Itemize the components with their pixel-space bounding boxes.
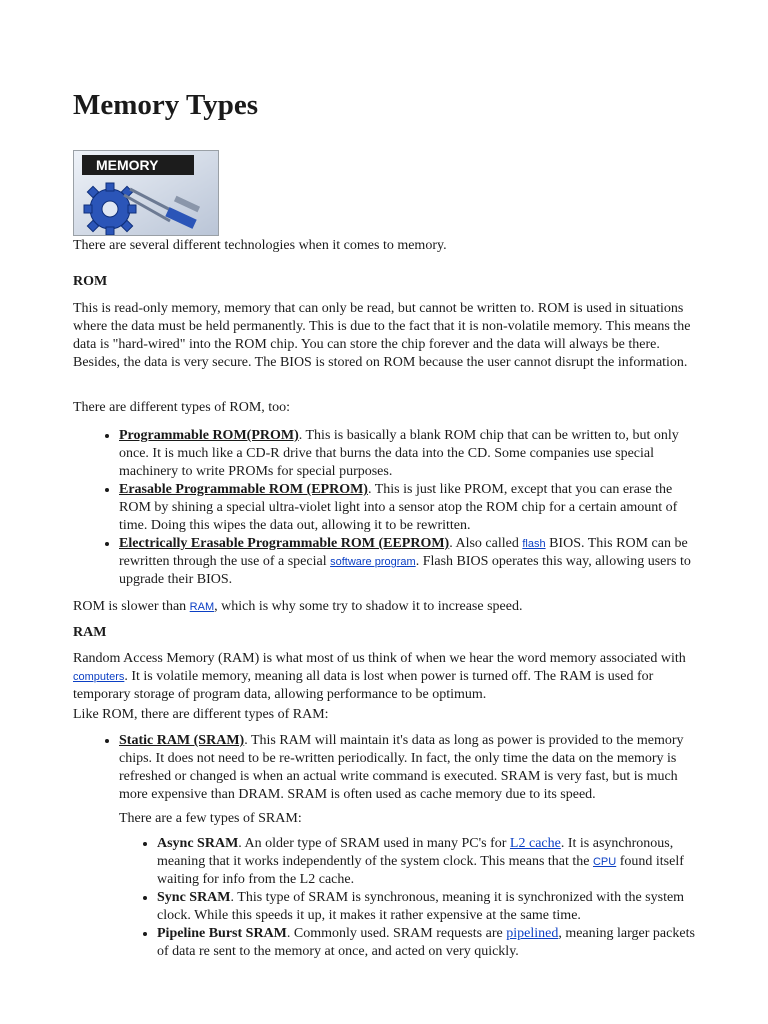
list-item — [157, 835, 703, 889]
list-item — [119, 427, 703, 481]
async-sram-term: Async SRAM — [157, 836, 239, 851]
ram-heading: RAM — [73, 625, 107, 640]
logo-label: MEMORY — [82, 155, 194, 175]
flash-link[interactable]: flash — [522, 538, 546, 550]
ram-text: Random Access Memory (RAM) is what most of us think of when we hear the word memory associated with — [73, 651, 686, 666]
eeprom-text: BIOS. This ROM can be rewritten through the use of a special — [119, 536, 688, 569]
software-program-link[interactable]: software program — [330, 556, 416, 568]
rom-types-intro: There are different types of ROM, too: — [73, 400, 291, 415]
pipeline-burst-sram-term: Pipeline Burst SRAM — [157, 926, 287, 941]
pipeline-text: , meaning larger packets of data re sent to the memory at once, and acted on very quickly. — [157, 926, 695, 959]
async-sram-text: found itself waiting for info from the L2 cache. — [157, 854, 684, 887]
l2-cache-link[interactable]: L2 cache — [509, 836, 561, 851]
cpu-link[interactable]: CPU — [592, 856, 617, 868]
computers-link[interactable]: computers — [73, 671, 125, 683]
sram-subtypes-intro: There are a few types of SRAM: — [119, 811, 302, 826]
rom-types-list — [73, 427, 703, 589]
async-sram-text: . An older type of SRAM used in many PC's for — [238, 836, 510, 851]
eprom-text: . This is just like PROM, except that you can erase the ROM by shining a special ultra-violet light into a sensor atop the ROM chip for a certain amount of time. Doing this wipes the data out, allowing it to be rewritten. — [119, 482, 678, 533]
list-item — [119, 535, 703, 589]
pipelined-link[interactable]: pipelined — [506, 926, 559, 941]
ram-text: . It is volatile memory, meaning all data is lost when power is turned off. The RAM is used for temporary storage of program data, allowing performance to be optimum. — [73, 669, 654, 702]
speed-text: , which is why some try to shadow it to increase speed. — [214, 599, 523, 614]
eprom-term: Erasable Programmable ROM (EPROM) — [119, 482, 368, 497]
sram-term: Static RAM (SRAM) — [119, 733, 245, 748]
eeprom-text: . Also called — [449, 536, 523, 551]
list-item — [119, 732, 703, 961]
list-item — [157, 889, 703, 925]
intro-paragraph: There are several different technologies when it comes to memory. — [73, 238, 447, 253]
rom-description: This is read-only memory, memory that can only be read, but cannot be written to. ROM is used in situations where the data must be held permanently. This is due to the fact that it is non-volatile memory. This means the data is "hard-wired" into the ROM chip. You can store the chip forever and the data will always be there. Besides, the data is very secure. The BIOS is stored on ROM because the user cannot disrupt the information. — [73, 301, 691, 370]
eeprom-text: . Flash BIOS operates this way, allowing users to upgrade their BIOS. — [119, 554, 691, 587]
rom-speed-note — [73, 598, 703, 616]
page-title: Memory Types — [73, 89, 258, 121]
speed-text: ROM is slower than — [73, 599, 190, 614]
async-sram-text: . It is asynchronous, meaning that it works independently of the system clock. This means that the — [157, 836, 674, 869]
sync-sram-term: Sync SRAM — [157, 890, 231, 905]
sync-sram-text: . This type of SRAM is synchronous, meaning it is synchronized with the system clock. While this speeds it up, it makes it rather expensive at the same time. — [157, 890, 685, 923]
sram-text: . This RAM will maintain it's data as long as power is provided to the memory chips. It does not need to be re-written periodically. In fact, the only time the data on the memory is refreshed or changed is when an actual write command is executed. SRAM is very fast, but is much more expensive than DRAM. SRAM is often used as cache memory due to its speed. — [119, 733, 684, 802]
eeprom-term: Electrically Erasable Programmable ROM (EEPROM) — [119, 536, 450, 551]
sram-subtypes-list — [119, 835, 703, 961]
list-item — [157, 925, 703, 961]
ram-types-intro: Like ROM, there are different types of RAM: — [73, 707, 329, 722]
prom-term: Programmable ROM(PROM) — [119, 428, 299, 443]
ram-types-list — [73, 732, 703, 961]
ram-description — [73, 650, 703, 704]
prom-text: . This is basically a blank ROM chip that can be written to, but only once. It is much like a CD-R drive that burns the data into the CD. Some companies use special machinery to write PROMs for special purposes. — [119, 428, 679, 479]
list-item — [119, 481, 703, 535]
article-body — [73, 236, 703, 961]
rom-heading: ROM — [73, 274, 108, 289]
ram-link[interactable]: RAM — [189, 601, 215, 613]
pipeline-text: . Commonly used. SRAM requests are — [286, 926, 507, 941]
memory-logo-image — [73, 150, 219, 236]
